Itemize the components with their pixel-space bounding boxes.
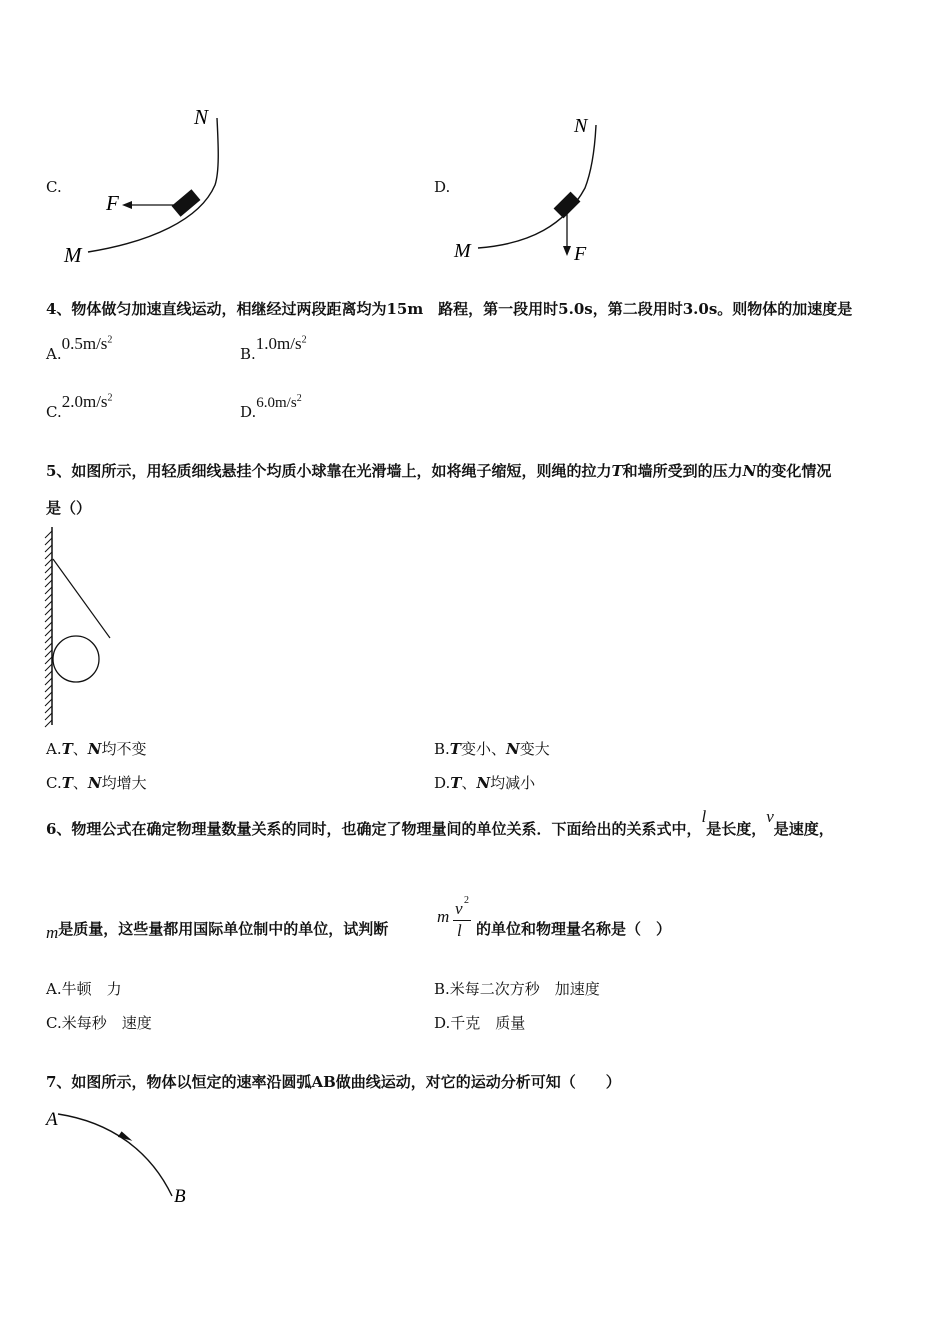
q6-question-text-line2: m是质量，这些量都用国际单位制中的单位，试判断 [46, 920, 389, 942]
hatch-line [45, 573, 52, 580]
hatch-line [45, 601, 52, 608]
hatch-line [45, 594, 52, 601]
hatch-line [45, 657, 52, 664]
q5-question-text: 5、如图所示，用轻质细线悬挂个均质小球靠在光滑墙上，如将绳子缩短，则绳的拉力T和墙所受到的压力N的变化情况 [46, 462, 832, 480]
q5-option-d[interactable]: D.T、N均减小 [434, 774, 536, 792]
hatch-line [45, 678, 52, 685]
hatch-line [45, 587, 52, 594]
q5-question-text-line2: 是（） [46, 499, 92, 517]
hatch-line [45, 531, 52, 538]
hatch-line [45, 664, 52, 671]
q7-figure [40, 1100, 200, 1210]
hatch-line [45, 650, 52, 657]
q7-question-text: 7、如图所示，物体以恒定的速率沿圆弧AB做曲线运动，对它的运动分析可知（ ） [46, 1073, 621, 1091]
q6-option-b[interactable]: B.米每二次方秒 加速度 [434, 980, 600, 998]
label-f: F [106, 191, 119, 215]
denominator: l [457, 921, 462, 940]
curve-path [88, 118, 218, 252]
hatch-line [45, 636, 52, 643]
hatch-line [45, 643, 52, 650]
hatch-line [45, 608, 52, 615]
hatch-line [45, 622, 52, 629]
label-b: B [174, 1186, 186, 1207]
hatch-line [45, 671, 52, 678]
q4-option-d[interactable]: $D.6.0m/s^2$ [240, 393, 302, 421]
hatch-line [45, 580, 52, 587]
hatch-line [45, 629, 52, 636]
q4-question-text: 4、物体做匀加速直线运动，相继经过两段距离均为15m 路程，第一段用时5.0s，第二段用时3.0s。则物体的加速度是 [46, 300, 853, 318]
label-n: N [574, 115, 588, 137]
q5-option-b[interactable]: B.T变小、N变大 [434, 740, 550, 758]
label-m: M [454, 240, 471, 262]
q3-option-c-figure [60, 100, 240, 270]
q5-option-a[interactable]: A.T、N均不变 [46, 740, 147, 758]
hatch-line [45, 685, 52, 692]
q3-option-c-label: C. [46, 178, 62, 196]
hatch-line [45, 552, 52, 559]
arrow-head [563, 246, 571, 256]
q5-figure [40, 525, 120, 730]
label-f: F [574, 243, 587, 265]
q6-option-a[interactable]: A.牛顿 力 [46, 980, 122, 998]
q3-option-d-figure [450, 110, 620, 270]
hatch-line [45, 713, 52, 720]
q4-option-a[interactable]: $A.0.5m/s^2$ [46, 334, 113, 363]
q5-option-c[interactable]: C.T、N均增大 [46, 774, 147, 792]
string [53, 559, 110, 638]
label-a: A [46, 1109, 58, 1130]
hatch-line [45, 545, 52, 552]
q6-question-text: 6、物理公式在确定物理量数量关系的同时，也确定了物理量间的单位关系．下面给出的关系式中，l是长度，v是速度， [46, 807, 834, 838]
hatch-line [45, 699, 52, 706]
label-n: N [194, 105, 209, 129]
hatch-line [45, 566, 52, 573]
label-m: M [64, 243, 82, 267]
arc-ab [58, 1114, 172, 1196]
wall-hatching [45, 531, 52, 727]
q3-option-d-label: D. [434, 178, 451, 196]
hatch-line [45, 538, 52, 545]
hatch-line [45, 720, 52, 727]
numerator: v [455, 899, 463, 918]
q4-option-c[interactable]: $C.2.0m/s^2$ [46, 392, 113, 421]
q6-question-text-line2-end: 的单位和物理量名称是（ ） [476, 920, 672, 938]
hatch-line [45, 706, 52, 713]
fraction-bar [453, 920, 471, 921]
q4-option-b[interactable]: $B.1.0m/s^2$ [240, 334, 307, 363]
ball [53, 636, 99, 682]
q6-option-d[interactable]: D.千克 质量 [434, 1014, 526, 1032]
hatch-line [45, 559, 52, 566]
hatch-line [45, 615, 52, 622]
arrow-head [122, 201, 132, 209]
hatch-line [45, 692, 52, 699]
formula-m-v2-over-l: m v 2 l [437, 895, 469, 940]
curve-path [478, 125, 596, 248]
q6-option-c[interactable]: C.米每秒 速度 [46, 1014, 152, 1032]
block [172, 189, 201, 216]
